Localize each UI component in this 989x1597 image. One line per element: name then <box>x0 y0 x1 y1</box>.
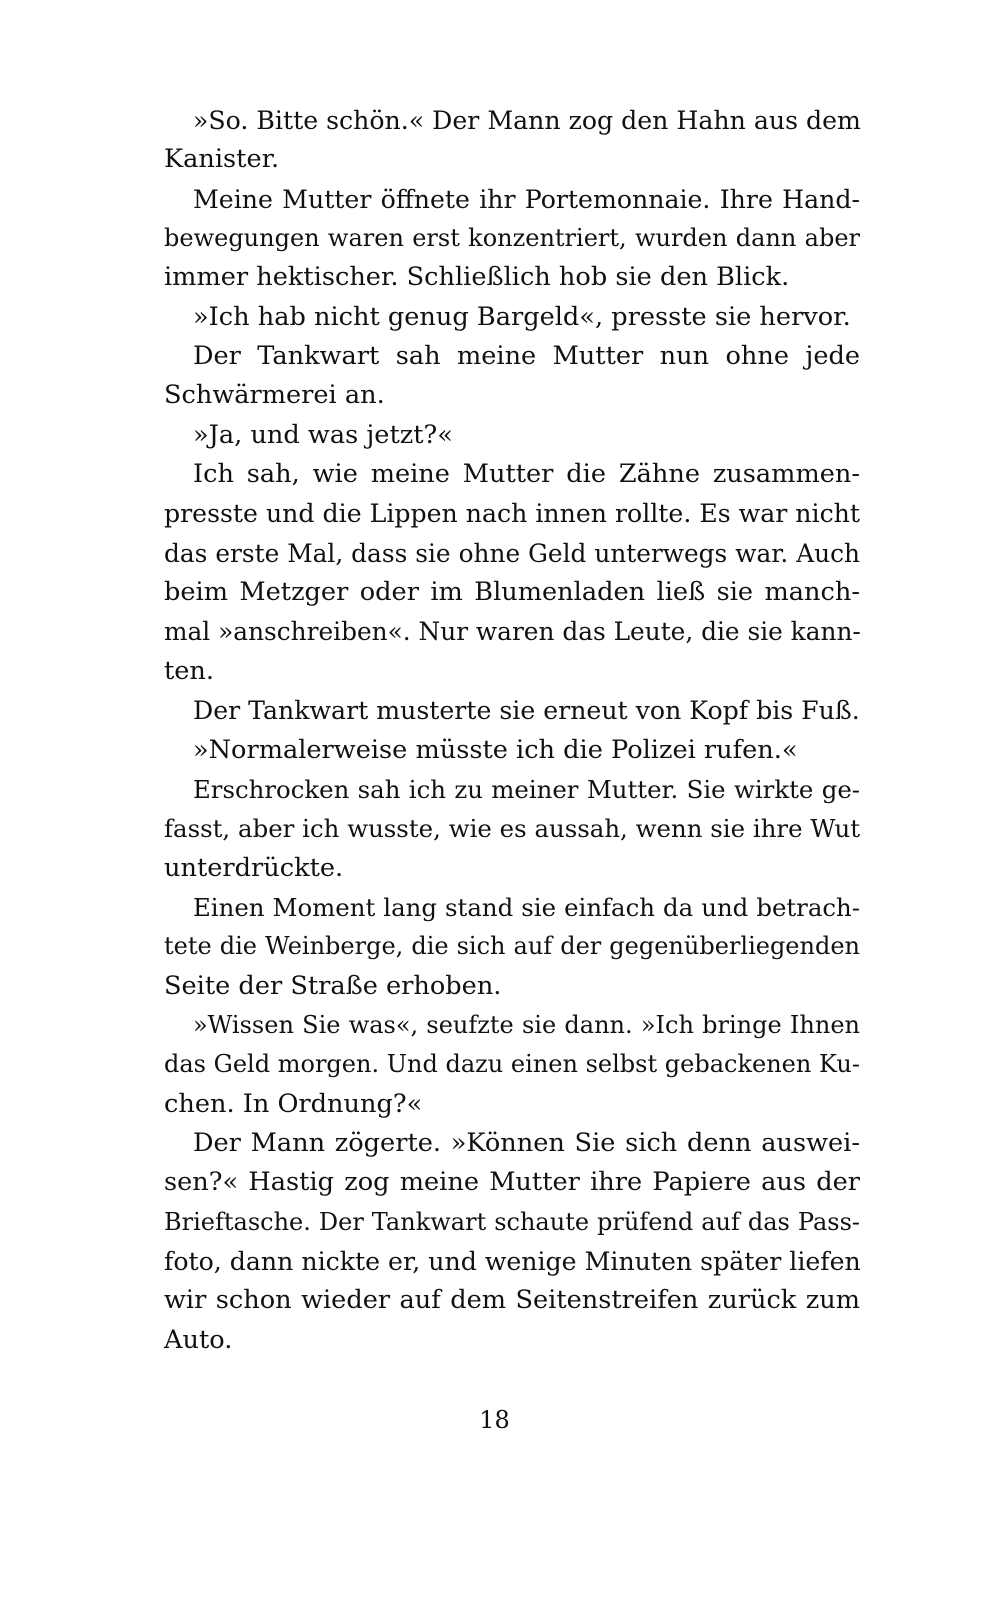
text-line: »So. Bitte schön.« Der Mann zog den Hahn aus dem <box>193 106 861 135</box>
text-line: das Geld morgen. Und dazu einen selbst gebackenen Ku- <box>164 1050 860 1079</box>
text-line: mal »anschreiben«. Nur waren das Leute, die sie kann- <box>164 617 861 647</box>
text-line: »Ja, und was jetzt?« <box>193 419 453 450</box>
text-line: Der Mann zögerte. »Können Sie sich denn auswei- <box>193 1127 860 1158</box>
text-line: chen. In Ordnung?« <box>164 1088 423 1119</box>
text-line: tete die Weinberge, die sich auf der gegenüberliegenden <box>164 932 860 961</box>
text-line: »Ich hab nicht genug Bargeld«, presste sie hervor. <box>193 301 851 332</box>
text-line: Kanister. <box>164 144 280 175</box>
text-line: foto, dann nickte er, und wenige Minuten später liefen <box>164 1246 861 1276</box>
text-line: »Normalerweise müsste ich die Polizei rufen.« <box>193 734 798 765</box>
body-text <box>164 101 860 1360</box>
text-line: Meine Mutter öffnete ihr Portemonnaie. Ihre Hand- <box>193 184 860 214</box>
text-line: Der Tankwart musterte sie erneut von Kopf bis Fuß. <box>193 696 860 726</box>
text-line: fasst, aber ich wusste, wie es aussah, wenn sie ihre Wut <box>164 814 860 844</box>
text-line: bewegungen waren erst konzentriert, wurden dann aber <box>164 224 860 253</box>
text-line: wir schon wieder auf dem Seitenstreifen zurück zum <box>164 1285 860 1316</box>
text-line: Brieftasche. Der Tankwart schaute prüfend auf das Pass- <box>164 1207 860 1236</box>
text-line: Der Tankwart sah meine Mutter nun ohne jede <box>193 341 860 372</box>
text-line: presste und die Lippen nach innen rollte. Es war nicht <box>164 499 861 529</box>
text-line: Erschrocken sah ich zu meiner Mutter. Sie wirkte ge- <box>193 774 860 804</box>
page-number: 18 <box>479 1406 510 1434</box>
text-line: Auto. <box>164 1324 233 1355</box>
text-line: Schwärmerei an. <box>164 380 385 411</box>
text-line: Einen Moment lang stand sie einfach da und betrach- <box>193 892 860 922</box>
text-line: ten. <box>164 655 215 686</box>
text-line: Seite der Straße erhoben. <box>164 970 502 1001</box>
text-line: »Wissen Sie was«, seufzte sie dann. »Ich bringe Ihnen <box>193 1010 860 1039</box>
text-line: immer hektischer. Schließlich hob sie den Blick. <box>164 262 790 293</box>
text-line: sen?« Hastig zog meine Mutter ihre Papiere aus der <box>164 1167 860 1198</box>
text-line: das erste Mal, dass sie ohne Geld unterwegs war. Auch <box>164 538 860 568</box>
text-line: unterdrückte. <box>164 852 344 883</box>
text-line: beim Metzger oder im Blumenladen ließ sie manch- <box>164 577 860 608</box>
text-line: Ich sah, wie meine Mutter die Zähne zusammen- <box>193 459 860 490</box>
